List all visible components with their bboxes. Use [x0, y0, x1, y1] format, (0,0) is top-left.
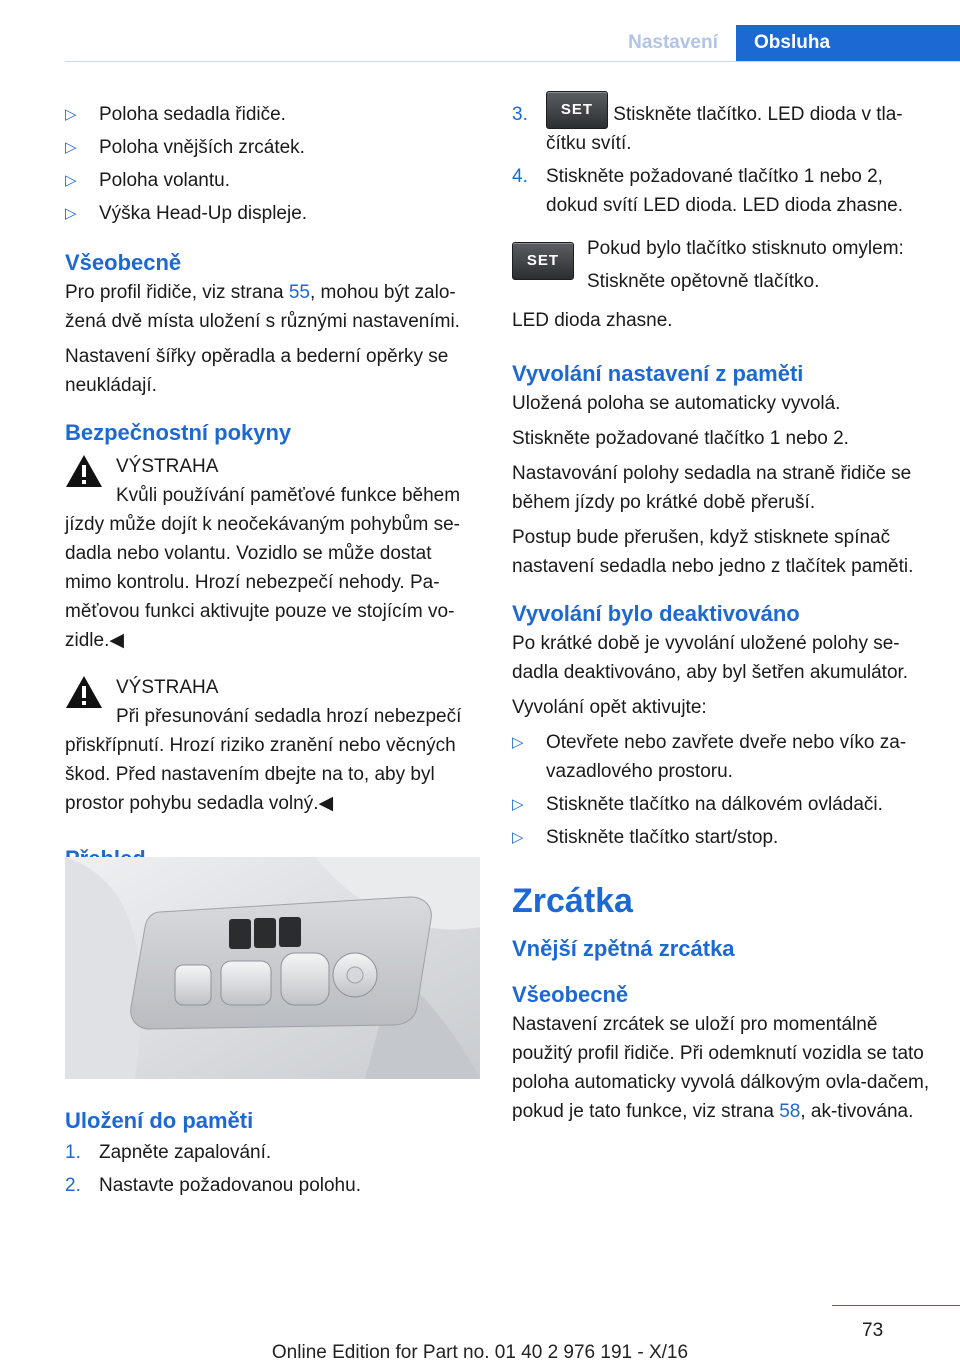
list-item: ▷ Stiskněte tlačítko na dálkovém ovládači.	[512, 790, 932, 819]
set-button-icon: SET	[512, 242, 574, 280]
deactivated-heading: Vyvolání bylo deaktivováno	[512, 601, 800, 626]
step-number: 2.	[65, 1175, 81, 1196]
mistake-line-2: Stiskněte opětovně tlačítko.	[587, 271, 820, 292]
list-item: ▷ Poloha volantu.	[65, 166, 481, 195]
warning-text: Kvůli používání paměťové funkce během jízdy může dojít k neočekávaným pohybům se‐dadla nebo volantu. Vozidlo se může dostat mimo kontrolu. Hrozí nebezpečí nehody. Pa‐měťovou funkci aktivujte pouze ve stojícím vo‐zidle.◀	[65, 485, 461, 651]
list-item: 2. Nastavte požadovanou polohu.	[65, 1171, 481, 1200]
deactivated-paragraph: Po krátké době je vyvolání uložené polohy se‐dadla deaktivováno, aby byl šetřen akumulátor.	[512, 633, 909, 683]
outer-mirrors-heading: Vnější zpětná zrcátka	[512, 936, 735, 961]
recall-paragraph: Nastavování polohy sedadla na straně řidiče se během jízdy po krátké době přeruší.	[512, 463, 912, 513]
edition-footer: Online Edition for Part no. 01 40 2 976 191 - X/16	[271, 1342, 689, 1363]
warning-triangle-icon	[65, 454, 103, 488]
set-button-icon: SET	[546, 91, 608, 129]
tab-obsluha[interactable]: Obsluha	[736, 25, 960, 61]
triangle-bullet-icon: ▷	[65, 106, 77, 123]
page-number: 73	[862, 1320, 884, 1341]
store-section	[65, 1106, 481, 1204]
seat-controls-photo	[65, 857, 480, 1079]
step-number: 3.	[512, 104, 528, 125]
recall-paragraph: Uložená poloha se automaticky vyvolá.	[512, 393, 841, 414]
memory-items-list	[65, 100, 481, 228]
warning-label: VÝSTRAHA	[116, 677, 219, 698]
triangle-bullet-icon: ▷	[65, 172, 77, 189]
triangle-bullet-icon: ▷	[512, 796, 524, 813]
list-item: ▷ Poloha vnějších zrcátek.	[65, 133, 481, 162]
list-item: 4. Stiskněte požadované tlačítko 1 nebo 2, dokud svítí LED dioda. LED dioda zhasne.	[512, 162, 932, 220]
triangle-bullet-icon: ▷	[65, 139, 77, 156]
seat-controls-illustration	[65, 857, 480, 1079]
triangle-bullet-icon: ▷	[65, 205, 77, 222]
mistake-note	[512, 234, 932, 300]
general-paragraph-2: Nastavení šířky opěradla a bederní opěrky se neukládají.	[65, 346, 449, 396]
general-paragraph: Pro profil řidiče, viz strana 55, mohou být zalo‐žená dvě místa uložení s různými nastaveními.	[65, 282, 460, 332]
warning-triangle-icon	[65, 675, 103, 709]
warning-block-1	[65, 452, 481, 655]
mistake-line-1: Pokud bylo tlačítko stisknuto omylem:	[587, 238, 904, 259]
triangle-bullet-icon: ▷	[512, 829, 524, 846]
list-item: 3. SET Stiskněte tlačítko. LED dioda v tla‐čítku svítí.	[512, 100, 932, 158]
reactivate-list	[512, 728, 932, 852]
recall-paragraph: Postup bude přerušen, když stisknete spínač nastavení sedadla nebo jedno z tlačítek paměti.	[512, 527, 914, 577]
mirrors-paragraph: Nastavení zrcátek se uloží pro momentálně použitý profil řidiče. Při odemknutí vozidla se tato poloha automaticky vyvolá dálkovým ovla‐dačem, pokud je tato funkce, viz strana 58, ak‐tivována.	[512, 1014, 930, 1122]
warning-label: VÝSTRAHA	[116, 456, 219, 477]
safety-heading: Bezpečnostní pokyny	[65, 420, 292, 445]
right-column	[512, 100, 932, 1132]
led-off-text: LED dioda zhasne.	[512, 310, 673, 331]
step-number: 1.	[65, 1142, 81, 1163]
page-link-58[interactable]: 58	[779, 1101, 801, 1122]
list-item: ▷ Výška Head-Up displeje.	[65, 199, 481, 228]
footer-divider	[832, 1305, 960, 1306]
mirrors-heading: Zrcátka	[512, 882, 633, 920]
warning-text: Při přesunování sedadla hrozí nebezpečí přiskřípnutí. Hrozí riziko zranění nebo věcných škod. Před nastavením dbejte na to, aby byl prostor pohybu sedadla volný.◀	[65, 706, 462, 814]
page-link-55[interactable]: 55	[288, 282, 310, 303]
tab-nastaveni[interactable]: Nastavení	[628, 32, 718, 53]
list-item: ▷ Stiskněte tlačítko start/stop.	[512, 823, 932, 852]
list-item: ▷ Otevřete nebo zavřete dveře nebo víko za‐vazadlového prostoru.	[512, 728, 932, 786]
mirrors-general-heading: Všeobecně	[512, 982, 629, 1007]
warning-block-2	[65, 673, 481, 818]
recall-paragraph: Stiskněte požadované tlačítko 1 nebo 2.	[512, 428, 849, 449]
list-item: 1. Zapněte zapalování.	[65, 1138, 481, 1167]
general-heading: Všeobecně	[65, 250, 182, 275]
header-divider	[65, 61, 960, 62]
store-steps-continued	[512, 100, 932, 220]
triangle-bullet-icon: ▷	[512, 734, 524, 751]
left-column	[65, 100, 481, 874]
deactivated-paragraph: Vyvolání opět aktivujte:	[512, 697, 707, 718]
list-item: ▷ Poloha sedadla řidiče.	[65, 100, 481, 129]
store-heading: Uložení do paměti	[65, 1108, 254, 1133]
recall-heading: Vyvolání nastavení z paměti	[512, 361, 804, 386]
step-number: 4.	[512, 166, 528, 187]
store-steps-list	[65, 1138, 481, 1200]
